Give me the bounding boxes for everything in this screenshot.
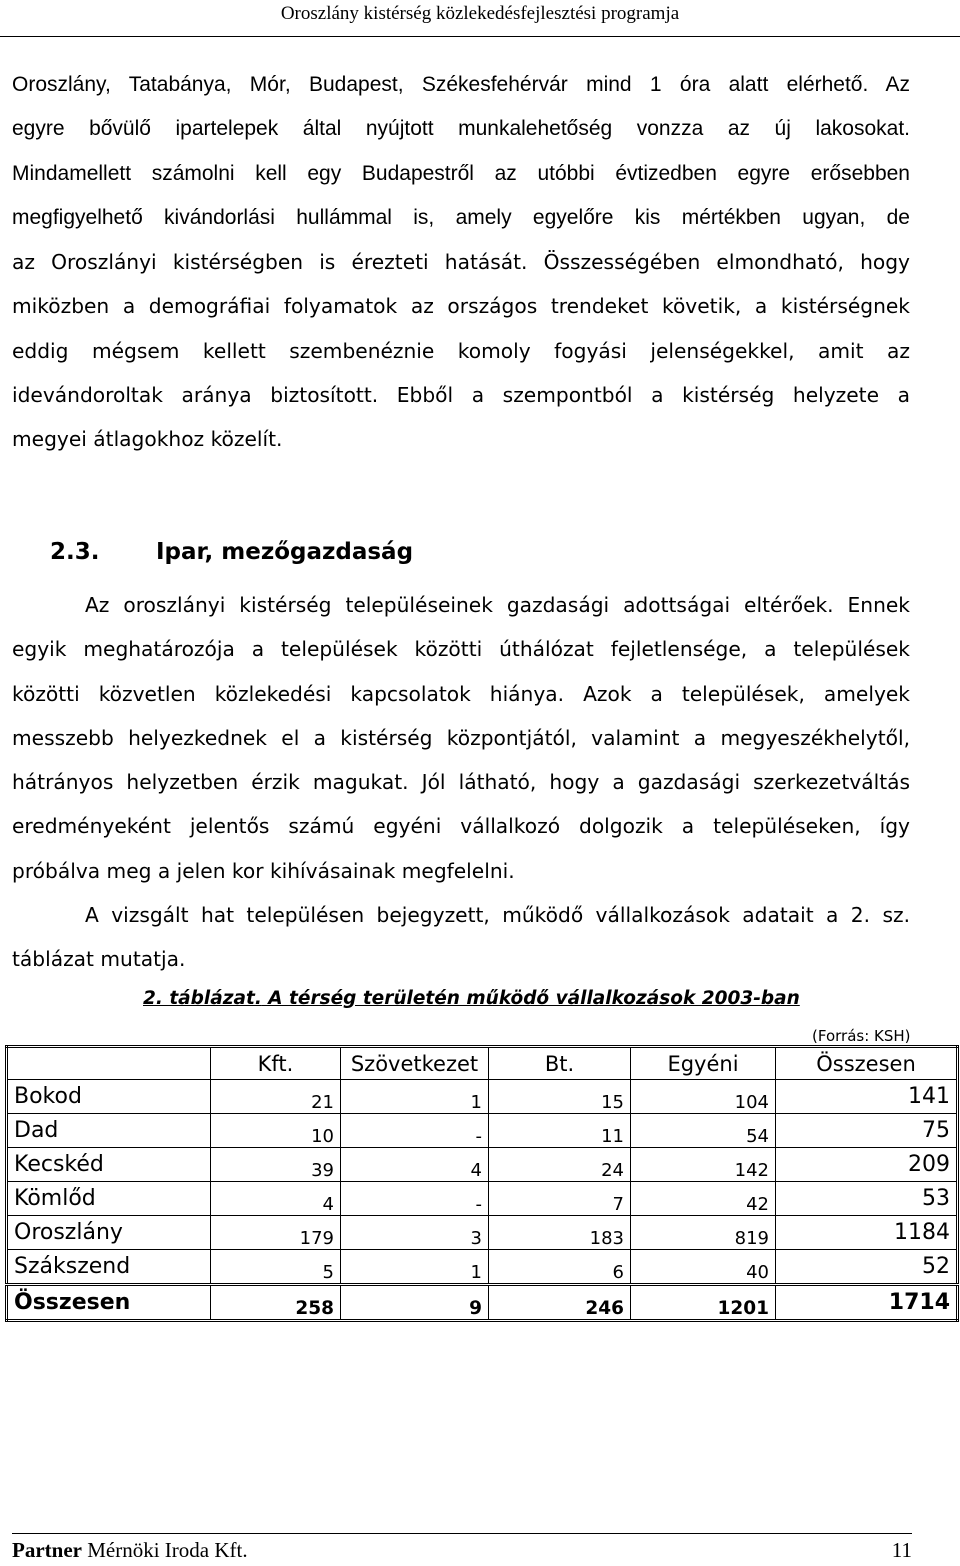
- table-cell: 4: [211, 1182, 341, 1216]
- table-cell: 209: [776, 1148, 958, 1182]
- company-name-bold: Partner: [12, 1538, 82, 1562]
- table-cell: 11: [489, 1114, 631, 1148]
- text-line: az Oroszlányi kistérségben is érezteti hatását. Összességében elmondható, hogy: [12, 250, 910, 274]
- table-cell: 179: [211, 1216, 341, 1250]
- text-line: eredményeként jelentős számú egyéni vállalkozó dolgozik a településeken, így: [12, 814, 910, 839]
- table-cell: 819: [631, 1216, 776, 1250]
- table-cell: 1714: [776, 1285, 958, 1321]
- text-line: idevándoroltak aránya biztosított. Ebből a szempontból a kistérség helyzete a: [12, 382, 910, 407]
- row-label: Kömlőd: [7, 1182, 211, 1216]
- table-cell: 6: [489, 1250, 631, 1285]
- row-label: Dad: [7, 1114, 211, 1148]
- text-line: A vizsgált hat településen bejegyzett, működő vállalkozások adatait a 2. sz.: [85, 903, 910, 927]
- table-row: [7, 1080, 958, 1114]
- text-line: hátrányos helyzetben érzik magukat. Jól látható, hogy a gazdasági szerkezetváltás: [12, 770, 910, 795]
- table-cell: 183: [489, 1216, 631, 1250]
- table-cell: 39: [211, 1148, 341, 1182]
- table-cell: 40: [631, 1250, 776, 1285]
- column-header: Bt.: [489, 1047, 631, 1080]
- table-cell: 4: [341, 1148, 489, 1182]
- paragraph-4: [12, 893, 910, 982]
- text-line: Oroszlány, Tatabánya, Mór, Budapest, Székesfehérvár mind 1 óra alatt elérhető. Az: [12, 73, 910, 96]
- text-line: egyik meghatározója a települések közötti úthálózat fejletlensége, a települések: [12, 637, 910, 662]
- table-source: (Forrás: KSH): [812, 1027, 911, 1045]
- table-cell: 1201: [631, 1285, 776, 1321]
- page-footer: [12, 1533, 912, 1566]
- text-line: Az oroszlányi kistérség településeinek gazdasági adottságai eltérőek. Ennek: [85, 593, 910, 617]
- paragraph-3: [12, 583, 910, 893]
- text-line: messzebb helyezkednek el a kistérség központjától, valamint a megyeszékhelytől,: [12, 725, 910, 750]
- table-caption: [143, 985, 800, 1013]
- column-header: Összesen: [776, 1047, 958, 1080]
- table-cell: 42: [631, 1182, 776, 1216]
- section-heading: [50, 534, 413, 570]
- table-cell: 3: [341, 1216, 489, 1250]
- table-row: [7, 1216, 958, 1250]
- table-cell: 15: [489, 1080, 631, 1114]
- table-number: 2. táblázat.: [143, 988, 262, 1009]
- table-cell: -: [341, 1114, 489, 1148]
- table-cell: 75: [776, 1114, 958, 1148]
- table-row: [7, 1182, 958, 1216]
- text-line: Mindamellett számolni kell egy Budapestről az utóbbi évtizedben egyre erősebben: [12, 161, 910, 185]
- column-header: Egyéni: [631, 1047, 776, 1080]
- text-line: miközben a demográfiai folyamatok az országos trendeket követik, a kistérségnek: [12, 294, 910, 319]
- table-cell: 52: [776, 1250, 958, 1285]
- text-line: megyei átlagokhoz közelít.: [12, 427, 283, 452]
- table-cell: 9: [341, 1285, 489, 1321]
- page-header: [0, 0, 960, 37]
- row-label: Oroszlány: [7, 1216, 211, 1250]
- section-title: Ipar, mezőgazdaság: [156, 539, 414, 565]
- row-label: Bokod: [7, 1080, 211, 1114]
- column-header: Kft.: [211, 1047, 341, 1080]
- table-cell: 24: [489, 1148, 631, 1182]
- row-label: Összesen: [7, 1285, 211, 1321]
- table-cell: 142: [631, 1148, 776, 1182]
- table-cell: 10: [211, 1114, 341, 1148]
- document-title: Oroszlány kistérség közlekedésfejlesztési programja: [280, 3, 680, 24]
- table-title: A térség területén működő vállalkozások 2003-ban: [261, 988, 800, 1009]
- table-cell: 246: [489, 1285, 631, 1321]
- footer-company: [12, 1538, 248, 1562]
- table-cell: 104: [631, 1080, 776, 1114]
- paragraph-2: [12, 240, 910, 461]
- table-total-row: [7, 1285, 958, 1321]
- table-cell: 5: [211, 1250, 341, 1285]
- table-cell: 141: [776, 1080, 958, 1114]
- table-row: [7, 1250, 958, 1285]
- text-line: próbálva meg a jelen kor kihívásainak megfelelni.: [12, 858, 515, 883]
- table-cell: 1184: [776, 1216, 958, 1250]
- table-cell: 258: [211, 1285, 341, 1321]
- page-number: 11: [891, 1538, 912, 1562]
- table-cell: 21: [211, 1080, 341, 1114]
- enterprises-table: [5, 1045, 959, 1322]
- row-label: Kecskéd: [7, 1148, 211, 1182]
- text-line: közötti közvetlen közlekedési kapcsolatok hiánya. Azok a települések, amelyek: [12, 681, 910, 706]
- table-header-row: [7, 1047, 958, 1080]
- table-cell: 54: [631, 1114, 776, 1148]
- text-line: táblázat mutatja.: [12, 947, 186, 972]
- column-header: [7, 1047, 211, 1080]
- text-line: eddig mégsem kellett szembenéznie komoly fogyási jelenségekkel, amit az: [12, 338, 910, 363]
- table-cell: 7: [489, 1182, 631, 1216]
- table-row: [7, 1148, 958, 1182]
- table-cell: 1: [341, 1250, 489, 1285]
- text-line: egyre bővülő ipartelepek által nyújtott munkalehetőség vonzza az új lakosokat.: [12, 117, 910, 141]
- row-label: Szákszend: [7, 1250, 211, 1285]
- table-cell: 53: [776, 1182, 958, 1216]
- section-number: 2.3.: [50, 539, 100, 565]
- table-cell: -: [341, 1182, 489, 1216]
- table-cell: 1: [341, 1080, 489, 1114]
- text-line: megfigyelhető kivándorlási hullámmal is, amely egyelőre kis mértékben ugyan, de: [12, 205, 910, 229]
- table-row: [7, 1114, 958, 1148]
- paragraph-1: [12, 63, 910, 240]
- company-name-rest: Mérnöki Iroda Kft.: [81, 1538, 248, 1562]
- column-header: Szövetkezet: [341, 1047, 489, 1080]
